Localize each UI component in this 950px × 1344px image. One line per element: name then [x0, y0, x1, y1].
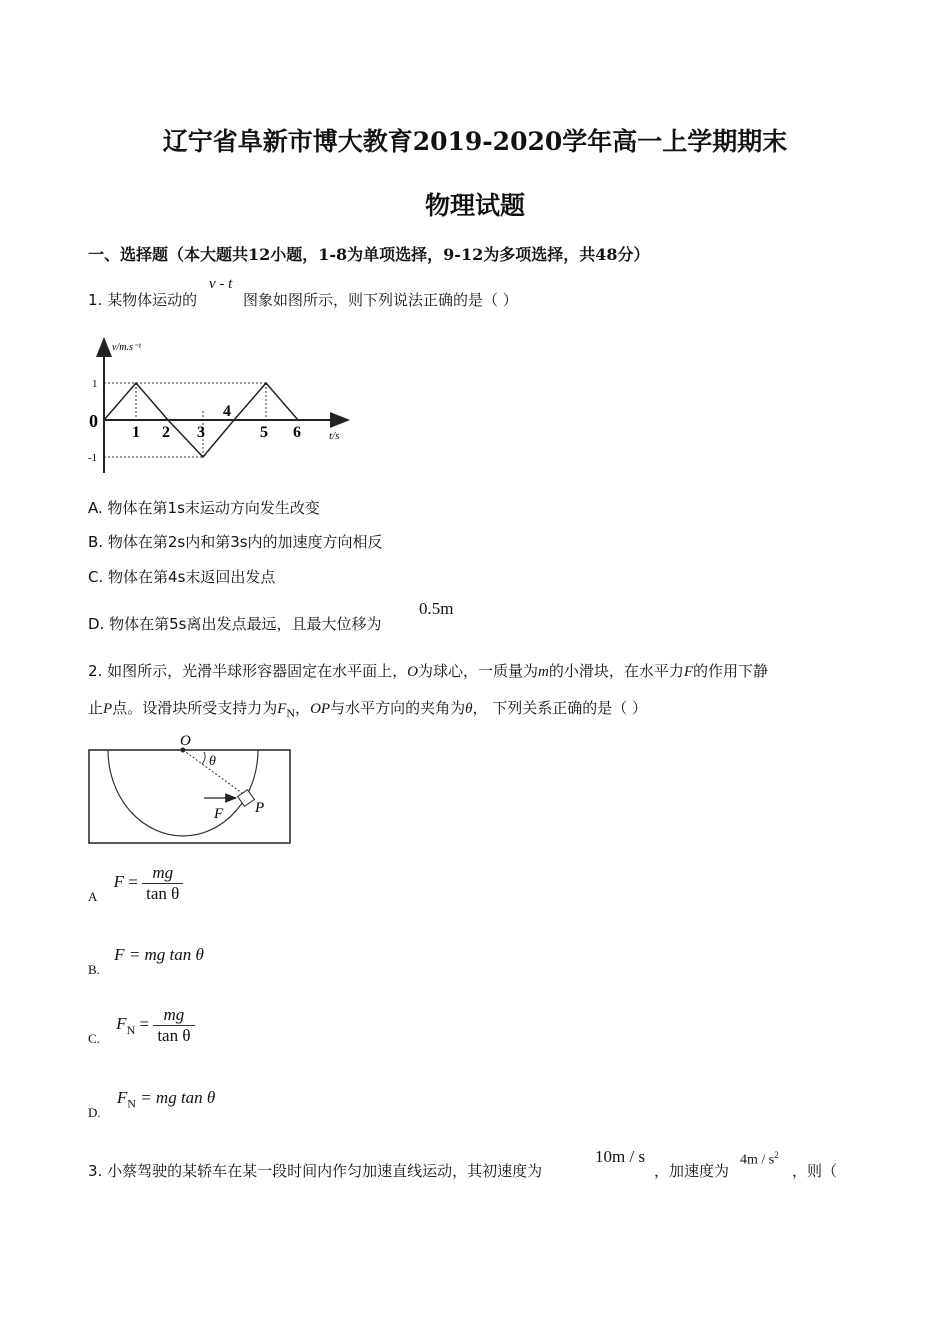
label-f: F: [214, 806, 224, 822]
question-2-line2: [88, 697, 647, 721]
question-text: 止: [88, 699, 104, 717]
symbol-o: O: [407, 664, 418, 680]
origin-label: 0: [89, 411, 98, 431]
y-tick: -1: [88, 452, 98, 464]
question-text: ，则（: [792, 1162, 838, 1180]
x-tick: 4: [223, 403, 231, 420]
y-axis-label: v/m.s⁻¹: [112, 342, 142, 353]
acceleration: [740, 1150, 779, 1169]
question-3: [88, 1160, 542, 1181]
x-axis-label: t/s: [329, 430, 340, 442]
question-text: ， 下列关系正确的是（ ）: [472, 699, 647, 717]
question-text: 的作用下静: [693, 662, 769, 680]
option-a[interactable]: [88, 863, 183, 904]
question-text: 点。设滑块所受支持力为: [112, 699, 278, 717]
symbol-p: P: [103, 701, 113, 717]
question-number: 2.: [88, 662, 103, 680]
hemisphere-arc: [108, 750, 258, 836]
label-theta: θ: [209, 754, 216, 769]
option-c[interactable]: [88, 1005, 195, 1046]
symbol-theta: θ: [465, 701, 473, 717]
question-number: 1.: [88, 291, 103, 309]
formula-eq: =: [128, 872, 138, 892]
option-b[interactable]: [88, 531, 383, 552]
option-d[interactable]: [88, 613, 381, 634]
symbol-fn: F: [277, 701, 287, 717]
option-text: 物体在第4s末返回出发点: [108, 568, 276, 586]
question-text: ，加速度为: [654, 1162, 730, 1180]
doc-subtitle: 物理试题: [424, 191, 525, 220]
fraction: [142, 863, 183, 904]
subscript-n: N: [286, 706, 296, 720]
option-label: B.: [88, 962, 100, 977]
symbol-f: F: [683, 664, 693, 680]
slider-block: [238, 790, 255, 807]
formula-eq: =: [139, 1014, 150, 1034]
question-text: 如图所示，光滑半球形容器固定在水平面上，: [107, 662, 408, 680]
initial-velocity: 10m / s: [595, 1147, 646, 1166]
formula-lhs: F: [114, 945, 125, 964]
numerator: mg: [153, 1005, 194, 1026]
question-text: 为球心，一质量为: [417, 662, 538, 680]
formula-subscript: N: [126, 1022, 136, 1037]
option-text: 物体在第2s内和第3s内的加速度方向相反: [107, 533, 383, 551]
formula-rhs: = mg tan θ: [128, 945, 204, 964]
question-text: ，: [295, 699, 311, 717]
option-c[interactable]: [88, 566, 275, 587]
numerator: mg: [142, 863, 183, 884]
acceleration-exponent: 2: [774, 1150, 779, 1160]
x-tick: 2: [162, 424, 170, 441]
option-d[interactable]: [88, 1088, 216, 1120]
fraction: [153, 1005, 194, 1046]
question-text: 的小滑块，在水平力: [548, 662, 684, 680]
x-tick: 6: [293, 424, 301, 441]
section-heading: 一、选择题（本大题共12小题，1-8为单项选择，9-12为多项选择，共48分）: [88, 245, 650, 264]
formula-lhs: F: [116, 1088, 128, 1107]
symbol-m: m: [537, 664, 549, 680]
formula-lhs: F: [113, 872, 125, 892]
option-label: A.: [88, 499, 103, 517]
formula-subscript: N: [127, 1096, 136, 1111]
doc-title: 辽宁省阜新市博大教育2019-2020学年高一上学期期末: [162, 127, 788, 156]
option-text: 物体在第1s末运动方向发生改变: [107, 499, 320, 517]
question-number: 3.: [88, 1162, 103, 1180]
label-o: O: [180, 733, 191, 749]
option-text: 物体在第5s离出发点最远，且最大位移为: [109, 615, 382, 633]
vt-graph: [86, 333, 356, 483]
acceleration-value: 4m / s: [740, 1152, 775, 1168]
denominator: tan θ: [146, 884, 180, 903]
question-text: 与水平方向的夹角为: [330, 699, 466, 717]
x-tick: 3: [197, 424, 205, 441]
question-text: 某物体运动的: [107, 291, 198, 309]
vt-symbol: v - t: [209, 276, 233, 292]
question-2: [88, 660, 768, 681]
question-1: [88, 289, 197, 310]
question-text: 小蔡驾驶的某轿车在某一段时间内作匀加速直线运动，其初速度为: [107, 1162, 543, 1180]
question-text-cont: 图象如图所示，则下列说法正确的是（ ）: [243, 291, 518, 309]
symbol-op: OP: [310, 701, 331, 717]
y-tick: 1: [92, 378, 98, 390]
option-a[interactable]: [88, 497, 320, 518]
d-value: 0.5m: [419, 599, 454, 618]
hemisphere-figure: [86, 730, 296, 848]
formula-rhs: = mg tan θ: [140, 1088, 216, 1107]
label-p: P: [255, 800, 265, 816]
option-label: B.: [88, 533, 104, 551]
option-label: D.: [88, 1105, 101, 1120]
option-label: C.: [88, 568, 104, 586]
x-tick: 5: [260, 424, 268, 441]
formula-lhs: F: [116, 1014, 127, 1034]
denominator: tan θ: [157, 1026, 191, 1045]
option-label: C.: [88, 1031, 100, 1047]
option-b[interactable]: [88, 945, 204, 977]
option-label: D.: [88, 615, 105, 633]
x-tick: 1: [132, 424, 140, 441]
option-label: A: [88, 889, 98, 905]
container-box: [89, 750, 290, 843]
